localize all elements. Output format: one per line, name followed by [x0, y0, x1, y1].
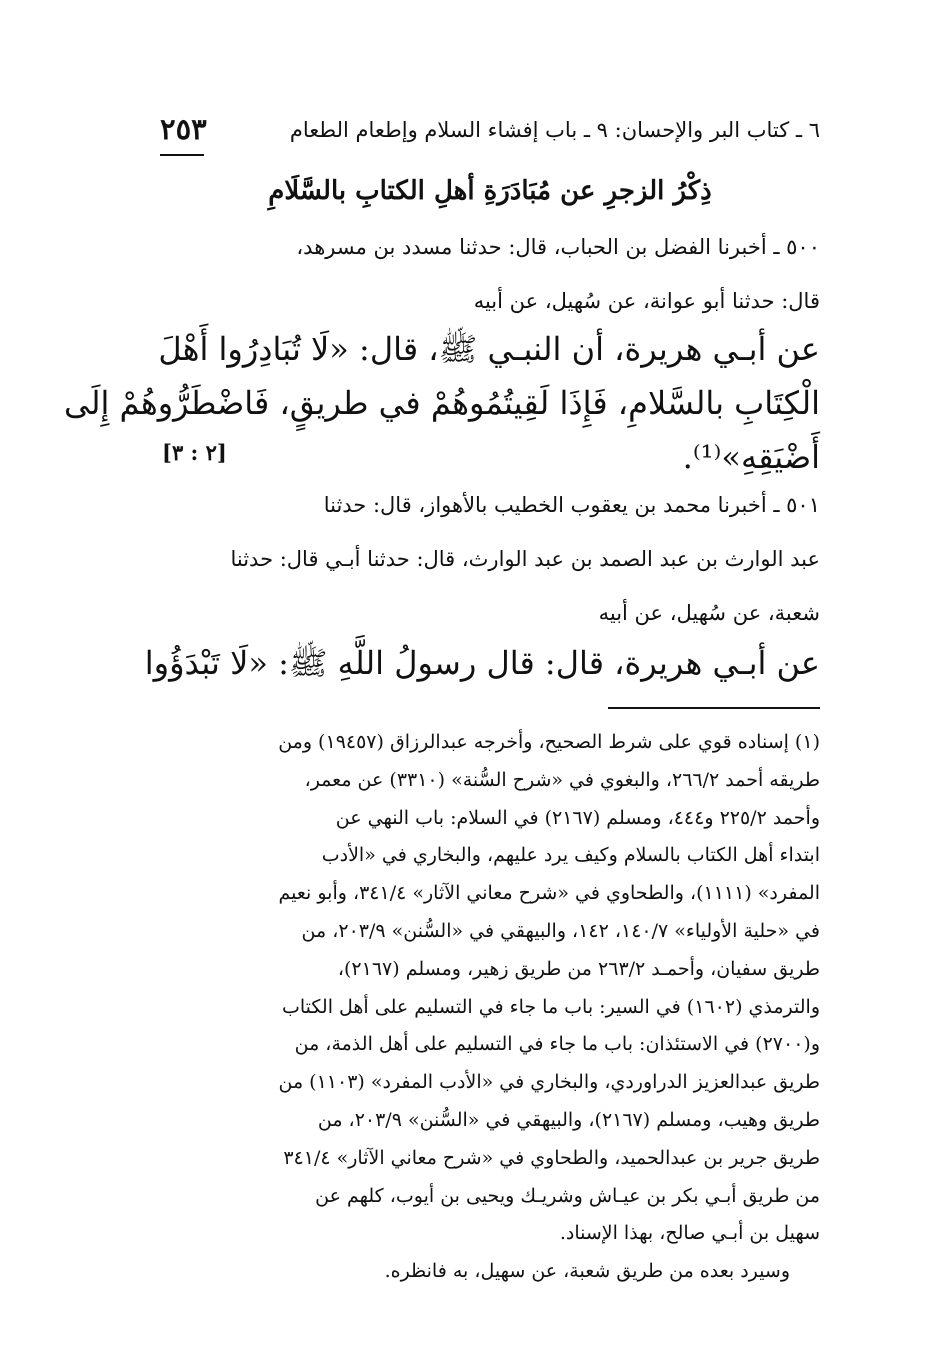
footnote-line: طريقه أحمد ٢٦٦/٢، والبغوي في «شرح السُّنة» (٣٣١٠) عن معمر، — [304, 768, 820, 791]
footnote-line: طريق سفيان، وأحمـد ٢٦٣/٢ من طريق زهير، ومسلم (٢١٦٧)، — [337, 957, 820, 980]
footnote-line: وأحمد ٢٢٥/٢ و٤٤٤، ومسلم (٢١٦٧) في السلام: باب النهي عن — [335, 806, 820, 829]
section-heading: ذِكْرُ الزجرِ عن مُبَادَرَةِ أهلِ الكتابِ بالسَّلَامِ — [268, 176, 712, 206]
matn-line: عن أبـي هريرة، قال: قال رسولُ اللَّهِ ﷺ: «لَا تَبْدَؤُوا — [144, 644, 820, 682]
footnote-line: المفرد» (١١١١)، والطحاوي في «شرح معاني الآثار» ٣٤١/٤، وأبو نعيم — [278, 882, 820, 905]
isnad-line: ٥٠٠ ـ أخبرنا الفضل بن الحباب، قال: حدثنا مسدد بن مسرهد، — [296, 235, 820, 259]
isnad-line: شعبة، عن سُهيل، عن أبيه — [598, 601, 820, 625]
hadith-501-isnad — [160, 478, 820, 640]
matn-line: أَضْيَقِهِ»⁽¹⁾. — [682, 438, 820, 476]
hadith-501-matn — [144, 636, 820, 690]
footnote-closing-line: وسيرد بعده من طريق شعبة، عن سهيل، به فانظره. — [384, 1260, 790, 1283]
footnote-line: (١) إسناده قوي على شرط الصحيح، وأخرجه عبدالرزاق (١٩٤٥٧) ومن — [278, 731, 820, 753]
running-title: ٦ ـ كتاب البر والإحسان: ٩ ـ باب إفشاء السلام وإطعام الطعام — [289, 118, 820, 142]
footnote-rule — [608, 707, 820, 709]
isnad-line: ٥٠١ ـ أخبرنا محمد بن يعقوب الخطيب بالأهواز، قال: حدثنا — [323, 493, 820, 517]
page-header — [160, 112, 820, 158]
footnotes — [160, 724, 820, 1291]
isnad-line: قال: حدثنا أبو عوانة، عن سُهيل، عن أبيه — [473, 289, 820, 313]
matn-line: الْكِتَابِ بالسَّلامِ، فَإِذَا لَقِيتُمُوهُمْ في طريقٍ، فَاضْطَرُّوهُمْ إِلَى — [64, 384, 820, 422]
hadith-500-matn — [64, 322, 820, 484]
footnote-line: و(٢٧٠٠) في الاستئذان: باب ما جاء في التسليم على أهل الذمة، من — [294, 1033, 820, 1056]
footnote-line: طريق جرير بن عبدالحميد، والطحاوي في «شرح معاني الآثار» ٣٤١/٤ — [283, 1146, 820, 1169]
footnote-line: ابتداء أهل الكتاب بالسلام وكيف يرد عليهم، والبخاري في «الأدب — [321, 844, 820, 867]
footnote-line: والترمذي (١٦٠٢) في السير: باب ما جاء في التسليم على أهل الكتاب — [282, 995, 820, 1018]
footnote-line: من طريق أبـي بكر بن عيـاش وشريـك ويحيى بن أيوب، كلهم عن — [315, 1184, 820, 1207]
footnote-line: طريق عبدالعزيز الدراوردي، والبخاري في «الأدب المفرد» (١١٠٣) من — [278, 1071, 820, 1094]
matn-line: عن أبـي هريرة، أن النبـي ﷺ، قال: «لَا تُبَادِرُوا أَهْلَ — [158, 330, 820, 368]
header-rule — [160, 154, 204, 156]
footnote-line: طريق وهيب، ومسلم (٢١٦٧)، والبيهقي في «السُّنن» ٢٠٣/٩، من — [317, 1108, 820, 1131]
footnote-line: سهيل بن أبـي صالح، بهذا الإسناد. — [559, 1222, 820, 1245]
page-number: ٢٥٣ — [160, 112, 207, 146]
footnote-line: في «حلية الأولياء» ١٤٠/٧، ١٤٢، والبيهقي في «السُّنن» ٢٠٣/٩، من — [301, 919, 820, 942]
hadith-reference: [٢ : ٣] — [162, 440, 227, 465]
isnad-line: عبد الوارث بن عبد الصمد بن عبد الوارث، قال: حدثنا أبـي قال: حدثنا — [230, 547, 820, 571]
hadith-500-isnad — [160, 220, 820, 328]
